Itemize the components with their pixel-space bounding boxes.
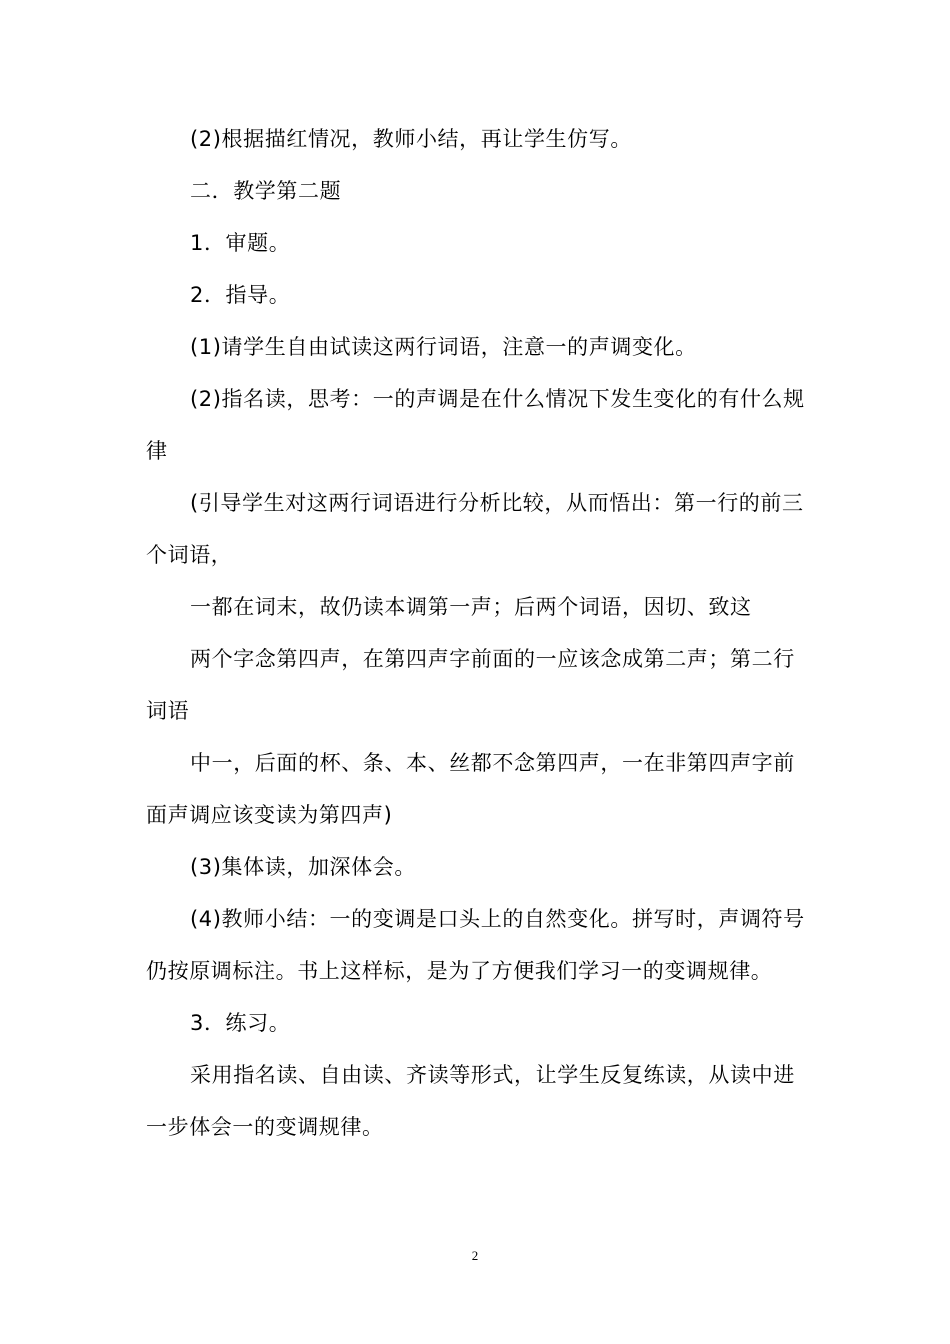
step-heading: 1．审题。 [190, 231, 291, 255]
paragraph: 中一，后面的杯、条、本、丝都不念第四声，一在非第四声字前面声调应该变读为第四声) [146, 751, 795, 827]
paragraph: 采用指名读、自由读、齐读等形式，让学生反复练读，从读中进一步体会一的变调规律。 [146, 1063, 795, 1139]
paragraph: (3)集体读，加深体会。 [190, 855, 416, 879]
paragraph: 两个字念第四声，在第四声字前面的一应该念成第二声；第二行词语 [146, 647, 795, 723]
paragraph: 一都在词末，故仍读本调第一声；后两个词语，因切、致这 [190, 595, 752, 619]
page-number: 2 [471, 1248, 479, 1263]
section-heading: 二．教学第二题 [190, 179, 342, 203]
paragraph: (2)指名读，思考：一的声调是在什么情况下发生变化的有什么规律 [146, 387, 805, 463]
paragraph: (4)教师小结：一的变调是口头上的自然变化。拼写时，声调符号仍按原调标注。书上这样标，是为了方便我们学习一的变调规律。 [146, 907, 805, 983]
step-heading: 2．指导。 [190, 283, 291, 307]
paragraph: (2)根据描红情况，教师小结，再让学生仿写。 [190, 127, 632, 151]
paragraph: (1)请学生自由试读这两行词语，注意一的声调变化。 [190, 335, 697, 359]
paragraph: (引导学生对这两行词语进行分析比较，从而悟出：第一行的前三个词语， [146, 491, 804, 567]
step-heading: 3．练习。 [190, 1011, 291, 1035]
document-body [146, 113, 810, 1153]
